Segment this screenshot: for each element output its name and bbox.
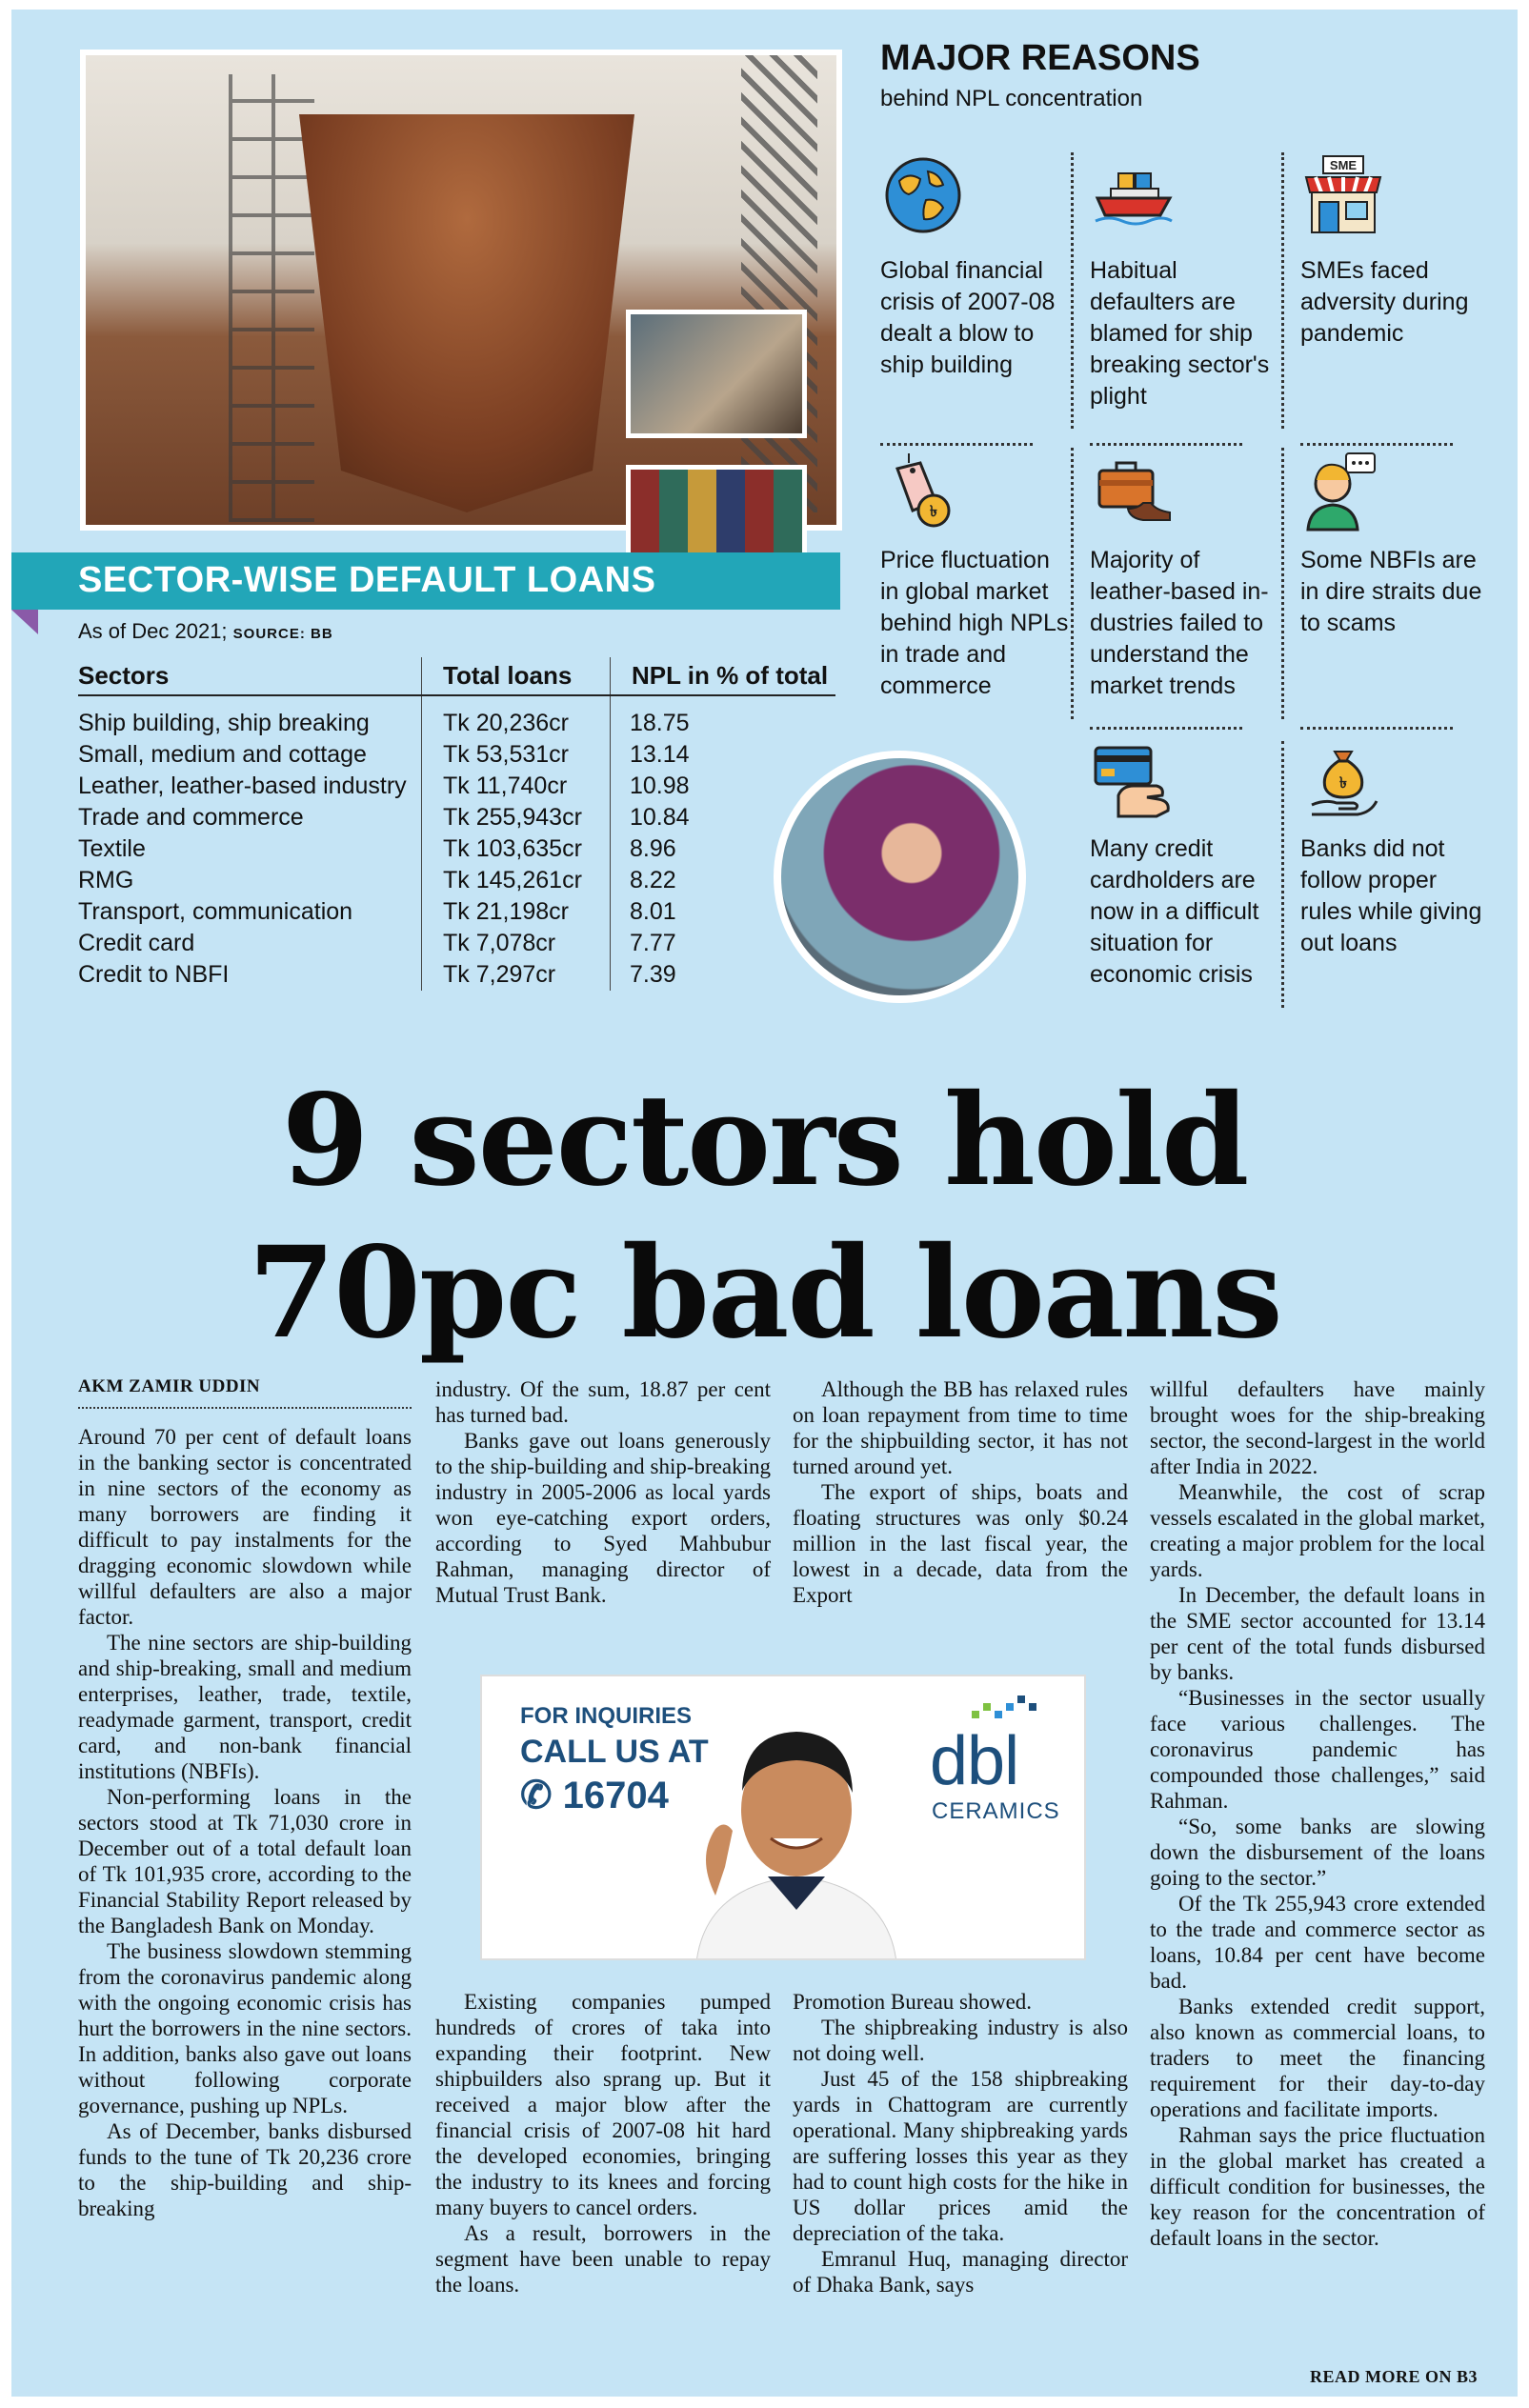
loan-cell: Tk 11,740cr [422,771,611,802]
sme-shop-icon [1300,152,1386,238]
ad-model-person [677,1705,915,1960]
article-column-3-bottom [793,1989,1128,2298]
table-row [78,896,835,928]
divider [1281,448,1284,719]
table-row [78,928,835,959]
divider [1300,443,1453,446]
sector-cell: Credit card [78,928,422,959]
paragraph: Meanwhile, the cost of scrap vessels escalated in the global market, creating a major problem for the local yards. [1150,1480,1485,1581]
source-text: SOURCE: BB [232,626,333,642]
divider [1071,152,1074,429]
paragraph: The business slowdown stemming from the coronavirus pandemic along with the ongoing economic crisis has hurt the borrowers in the nine sectors. In addition, banks also gave out loans without following corporate governance, pushing up NPLs. [78,1939,412,2117]
leather-goods-icon [1090,448,1176,533]
divider [1090,443,1242,446]
banner-fold [11,610,38,634]
price-tag-icon [880,448,966,533]
scaffold-shape [229,74,314,522]
divider [1090,727,1242,730]
byline: AKM ZAMIR UDDIN [78,1376,261,1396]
ad-brand-name: dbl [930,1723,1019,1799]
ad-brand-subtitle: CERAMICS [932,1798,1060,1824]
money-bag-hand-icon [1300,738,1386,824]
npl-cell: 10.84 [630,804,690,831]
npl-cell: 18.75 [630,710,690,736]
reasons-subtitle: behind NPL concentration [880,86,1143,111]
loan-cell: Tk 103,635cr [422,833,611,865]
paragraph: industry. Of the sum, 18.87 per cent has turned bad. [435,1377,771,1427]
loan-cell: Tk 53,531cr [422,739,611,771]
npl-cell: 13.14 [630,741,690,768]
reason-text: Majority of leather-based in-dustries failed to understand the market trends [1090,547,1269,699]
paragraph: Banks gave out loans generously to the ship-building and ship-breaking industry in 2005-2006 as local yards won eye-catching export orders, according to Syed Mahbubur Rahman, managing director of Mutual Trust Bank. [435,1429,771,1607]
loan-cell: Tk 7,078cr [422,928,611,959]
table-row [78,739,835,771]
newspaper-page [11,10,1518,2397]
loan-cell: Tk 145,261cr [422,865,611,896]
headline-line-2: 70pc bad loans [248,1219,1281,1367]
npl-cell: 8.96 [630,835,676,862]
paragraph: In December, the default loans in the SME sector accounted for 13.14 per cent of the total funds disbursed by banks. [1150,1583,1485,1684]
paragraph: Promotion Bureau showed. [793,1990,1033,2014]
paragraph: Around 70 per cent of default loans in the banking sector is concentrated in nine sectors of the economy as many borrowers are finding it difficult to pay instalments for the dragging economic slowdown while willful defaulters are also a major factor. [78,1425,412,1629]
divider [1281,152,1284,429]
loan-cell: Tk 21,198cr [422,896,611,928]
sme-badge-text: SME [1329,158,1358,172]
table-row [78,833,835,865]
header-npl: NPL in % of total [611,657,836,695]
crane-shape [741,55,817,512]
svg-text:৳: ৳ [1339,773,1347,792]
byline-divider [78,1407,412,1409]
sector-cell: Transport, communication [78,896,422,928]
dbl-ceramics-advertisement[interactable] [480,1675,1086,1960]
reason-text: SMEs faced adversity during pandemic [1300,257,1469,347]
paragraph: The shipbreaking industry is also not doing well. [793,2016,1128,2065]
paragraph: “Businesses in the sector usually face various challenges. The coronavirus pandemic has compounded those challenges,” said Rahman. [1150,1686,1485,1813]
table-row [78,695,835,739]
reason-text: Some NBFIs are in dire straits due to scams [1300,547,1482,636]
ad-inquiry-text: FOR INQUIRIES [520,1703,693,1729]
reason-text: Global financial crisis of 2007-08 dealt a blow to ship building [880,257,1056,378]
divider [880,443,1033,446]
phone-icon: ✆ [520,1775,553,1816]
reason-text: Many credit cardholders are now in a difficult situation for economic crisis [1090,835,1259,988]
paragraph: The export of ships, boats and floating structures was only $0.24 million in the last fiscal year, the lowest in a decade, data from the Export [793,1480,1128,1607]
ship-icon [1090,152,1176,238]
table-row [78,959,835,991]
paragraph: willful defaulters have mainly brought woes for the ship-breaking sector, the second-largest in the world after India in 2022. [1150,1377,1485,1478]
support-agent-icon [1300,448,1386,533]
paragraph: Non-performing loans in the sectors stood at Tk 71,030 crore in December out of a total default loan of Tk 101,935 crore, according to the Financial Stability Report released by the Bangladesh Bank on Monday. [78,1785,412,1937]
paragraph: Banks extended credit support, also known as commercial loans, to traders to meet the financing requirement for their day-to-day operations and facilitate imports. [1150,1995,1485,2121]
divider [1071,448,1074,719]
sector-cell: Small, medium and cottage [78,739,422,771]
table-row [78,865,835,896]
paragraph: Emranul Huq, managing director of Dhaka Bank, says [793,2247,1128,2297]
sector-cell: Trade and commerce [78,802,422,833]
ad-call-text: CALL US AT [520,1734,709,1770]
paragraph: As of December, banks disbursed funds to the tune of Tk 20,236 crore to the ship-building and ship-breaking [78,2119,412,2220]
npl-cell: 8.22 [630,867,676,893]
read-more-link[interactable]: READ MORE ON B3 [1310,2367,1479,2386]
table-row [78,802,835,833]
brand-dots-logo [968,1696,1044,1724]
article-column-2-bottom [435,1989,771,2298]
divider [1281,741,1284,1008]
textile-worker-photo [774,751,1026,1003]
paragraph: Of the Tk 255,943 crore extended to the trade and commerce sector as loans, 10.84 per cent have become bad. [1150,1892,1485,1993]
paragraph: Just 45 of the 158 shipbreaking yards in Chattogram are currently operational. Many shipbreaking yards are suffering losses this year as they had to count high costs for the hike in US dollar prices amid the depreciation of the taka. [793,2067,1128,2245]
table-title: SECTOR-WISE DEFAULT LOANS [78,560,656,600]
paragraph: Although the BB has relaxed rules on loan repayment from time to time for the shipbuilding sector, it has not turned around yet. [793,1377,1128,1478]
paragraph: The nine sectors are ship-building and ship-breaking, small and medium enterprises, leather, trade, textile, readymade garment, transport, credit card, and non-bank financial institutions (NBFIs). [78,1631,412,1783]
table-title-banner [11,552,840,610]
paragraph: As a result, borrowers in the segment have been unable to repay the loans. [435,2221,771,2297]
leather-worker-photo [626,310,807,438]
reason-text: Price fluctuation in global market behind high NPLs in trade and commerce [880,547,1069,699]
sector-cell: RMG [78,865,422,896]
divider [1300,727,1453,730]
article-column-1 [78,1424,412,2221]
credit-card-icon [1090,738,1176,824]
sector-table [78,657,835,991]
paragraph: “So, some banks are slowing down the disbursement of the loans going to the sector.” [1150,1815,1485,1890]
table-row [78,771,835,802]
sector-cell: Ship building, ship breaking [78,695,422,739]
sector-cell: Credit to NBFI [78,959,422,991]
loan-cell: Tk 7,297cr [422,959,611,991]
ship-yard-photo [80,50,842,531]
paragraph: Rahman says the price fluctuation in the global market has created a difficult condition for businesses, the key reason for the concentration of default loans in the sector. [1150,2123,1485,2250]
reasons-title: MAJOR REASONS [880,38,1200,78]
sector-cell: Leather, leather-based industry [78,771,422,802]
ad-phone-number: 16704 [562,1775,669,1816]
header-sectors: Sectors [78,657,422,695]
npl-cell: 7.39 [630,961,676,988]
header-total-loans: Total loans [422,657,611,695]
ad-phone [520,1774,669,1817]
article-column-2-top [435,1376,771,1608]
loan-cell: Tk 255,943cr [422,802,611,833]
svg-text:৳: ৳ [930,502,937,520]
paragraph: Existing companies pumped hundreds of crores of taka into expanding their footprint. New shipbuilders also sprang up. But it received a major blow after the financial crisis of 2007-08 hit hard the developed economies, bringing the industry to its knees and forcing many buyers to cancel orders. [435,1990,771,2219]
npl-cell: 7.77 [630,930,676,956]
article-column-4 [1150,1376,1485,2251]
loan-cell: Tk 20,236cr [422,695,611,739]
npl-cell: 8.01 [630,898,676,925]
reason-text: Banks did not follow proper rules while giving out loans [1300,835,1482,956]
table-note [78,619,333,644]
reason-text: Habitual defaulters are blamed for ship breaking sector's plight [1090,257,1270,410]
ship-hull-shape [257,93,676,512]
globe-icon [880,152,966,238]
sector-cell: Textile [78,833,422,865]
article-column-3-top [793,1376,1128,1608]
headline-line-1: 9 sectors hold [281,1067,1248,1214]
npl-cell: 10.98 [630,773,690,799]
as-of-text: As of Dec 2021; [78,619,228,643]
